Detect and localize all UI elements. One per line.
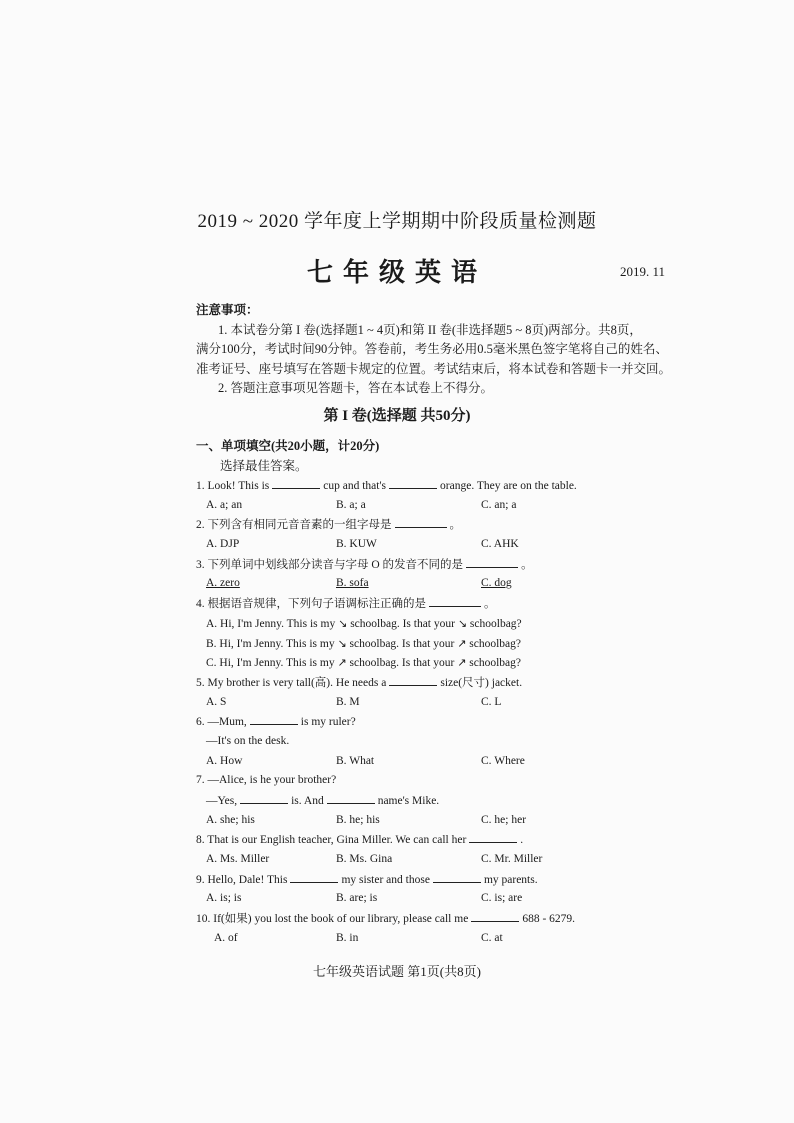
answer-blank	[469, 830, 517, 843]
arrow-up-icon: ↗	[337, 656, 347, 670]
page-footer: 七年级英语试题 第1页(共8页)	[313, 964, 481, 979]
option-b: B. Ms. Gina	[336, 853, 393, 866]
question-4-option-a: A. Hi, I'm Jenny. This is my ↘ schoolbag. Is that your ↘ schoolbag?	[206, 616, 522, 630]
option-c: C. he; her	[481, 813, 527, 826]
question-8: 8. That is our English teacher, Gina Miller. We can call her .	[196, 830, 696, 850]
answer-blank	[250, 712, 298, 725]
answer-blank	[272, 476, 320, 489]
option-c: C. L	[481, 695, 502, 708]
question-8-options	[196, 850, 696, 870]
question-5-options	[196, 693, 696, 713]
part-title: 一、单项填空(共20小题，计20分)	[196, 439, 380, 453]
answer-blank	[327, 791, 375, 804]
answer-blank	[389, 476, 437, 489]
question-3-options	[196, 574, 696, 594]
question-7-reply: —Yes, is. And name's Mike.	[196, 791, 696, 811]
option-b: B. in	[336, 931, 359, 944]
question-9: 9. Hello, Dale! This my sister and those my parents.	[196, 870, 696, 890]
option-b: B. he; his	[336, 813, 380, 826]
notice-line: 准考证号、座号填写在答题卡规定的位置。考试结束后，将本试卷和答题卡一并交回。	[196, 361, 672, 376]
option-a: A. a; an	[206, 498, 243, 511]
option-c: C. is; are	[481, 892, 523, 905]
exam-date: 2019. 11	[620, 264, 666, 279]
option-a: A. zero	[206, 577, 240, 590]
question-4-option-c: C. Hi, I'm Jenny. This is my ↗ schoolbag. Is that your ↗ schoolbag?	[206, 656, 522, 670]
section-title: 第 I 卷(选择题 共50分)	[323, 408, 471, 424]
option-a: A. DJP	[206, 538, 240, 551]
option-a: A. S	[206, 695, 227, 708]
answer-blank	[471, 909, 519, 922]
question-6-options	[196, 752, 696, 772]
question-4-option-b: B. Hi, I'm Jenny. This is my ↘ schoolbag. Is that your ↗ schoolbag?	[206, 636, 522, 650]
instruction: 选择最佳答案。	[220, 459, 308, 473]
arrow-down-icon: ↘	[338, 616, 348, 630]
answer-blank	[395, 515, 447, 528]
question-2-options	[196, 535, 696, 555]
question-10: 10. If(如果) you lost the book of our library, please call me 688 - 6279.	[196, 909, 696, 929]
notice-line: 2. 答题注意事项见答题卡，答在本试卷上不得分。	[218, 381, 494, 395]
option-b: B. a; a	[336, 498, 366, 511]
option-a: A. of	[214, 931, 238, 944]
option-b: B. M	[336, 695, 360, 708]
option-b: B. sofa	[336, 577, 369, 590]
option-c: C. Mr. Miller	[481, 853, 543, 866]
exam-title: 2019 ~ 2020 学年度上学期期中阶段质量检测题	[197, 211, 597, 232]
answer-blank	[433, 870, 481, 883]
option-a: A. How	[206, 754, 243, 767]
option-b: B. What	[336, 754, 375, 767]
arrow-down-icon: ↘	[337, 636, 347, 650]
notice-block	[196, 301, 676, 399]
question-6-reply: —It's on the desk.	[206, 734, 290, 747]
option-a: A. she; his	[206, 813, 255, 826]
option-c: C. an; a	[481, 498, 517, 511]
question-10-options	[196, 929, 696, 949]
question-1-options	[196, 496, 696, 516]
option-c: C. Where	[481, 754, 525, 767]
answer-blank	[290, 870, 338, 883]
question-2: 2. 下列含有相同元音音素的一组字母是 。	[196, 515, 696, 535]
question-5: 5. My brother is very tall(高). He needs a size(尺寸) jacket.	[196, 673, 696, 693]
answer-blank	[240, 791, 288, 804]
notice-heading: 注意事项：	[196, 303, 259, 317]
option-c: C. AHK	[481, 538, 519, 551]
option-c: C. at	[481, 931, 503, 944]
arrow-up-icon: ↗	[457, 656, 467, 670]
question-3: 3. 下列单词中划线部分读音与字母 O 的发音不同的是 。	[196, 555, 696, 575]
question-7: 7. —Alice, is he your brother?	[196, 774, 337, 787]
question-6: 6. —Mum, is my ruler?	[196, 712, 696, 732]
question-4: 4. 根据语音规律，下列句子语调标注正确的是 。	[196, 594, 696, 614]
question-7-options	[196, 811, 696, 831]
option-a: A. Ms. Miller	[206, 853, 270, 866]
answer-blank	[429, 594, 481, 607]
option-c: C. dog	[481, 577, 512, 590]
option-b: B. KUW	[336, 538, 377, 551]
question-9-options	[196, 889, 696, 909]
answer-blank	[389, 673, 437, 686]
arrow-down-icon: ↘	[457, 616, 468, 630]
notice-line: 满分100分，考试时间90分钟。答卷前，考生务必用0.5毫米黑色签字笔将自己的姓名、	[196, 342, 668, 356]
answer-blank	[466, 555, 518, 568]
notice-line: 1. 本试卷分第 I 卷(选择题1 ~ 4页)和第 II 卷(非选择题5 ~ 8页)两部分。共8页，	[218, 322, 642, 337]
question-1: 1. Look! This is cup and that's orange. They are on the table.	[196, 476, 696, 496]
question-list	[196, 476, 696, 949]
option-b: B. are; is	[336, 892, 378, 905]
arrow-up-icon: ↗	[457, 636, 467, 650]
option-a: A. is; is	[206, 892, 242, 905]
subject-title: 七年级英语	[306, 258, 487, 287]
